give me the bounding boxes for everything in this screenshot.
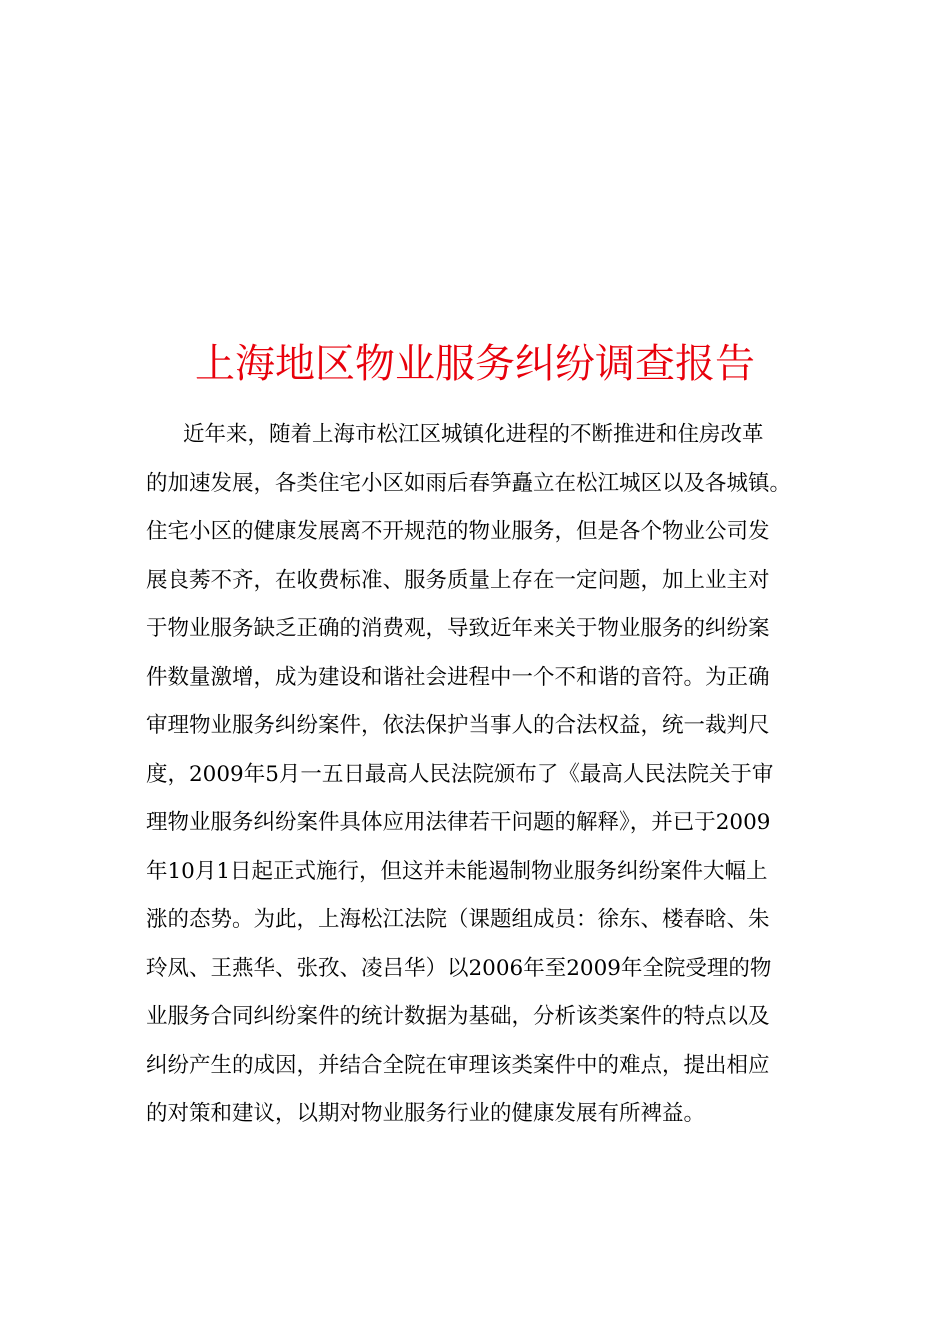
paragraph-line: 业服务合同纠纷案件的统计数据为基础，分析该类案件的特点以及 [146, 1004, 770, 1029]
paragraph-line: 理物业服务纠纷案件具体应用法律若干问题的解释》，并已于2009 [146, 810, 771, 835]
paragraph-line: 近年来，随着上海市松江区城镇化进程的不断推进和住房改革 [183, 422, 764, 447]
paragraph-line: 的对策和建议，以期对物业服务行业的健康发展有所裨益。 [146, 1101, 706, 1126]
document-title: 上海地区物业服务纠纷调查报告 [195, 341, 755, 387]
paragraph-line: 的加速发展，各类住宅小区如雨后春笋矗立在松江城区以及各城镇。 [146, 470, 792, 496]
paragraph-line: 度，2009年5月一五日最高人民法院颁布了《最高人民法院关于审 [146, 761, 774, 787]
paragraph-line: 展良莠不齐，在收费标准、服务质量上存在一定问题，加上业主对 [146, 567, 770, 593]
paragraph-line: 住宅小区的健康发展离不开规范的物业服务，但是各个物业公司发 [146, 519, 770, 544]
paragraph-line: 审理物业服务纠纷案件，依法保护当事人的合法权益，统一裁判尺 [146, 713, 770, 738]
paragraph-line: 玲凤、王燕华、张孜、凌吕华）以2006年至2009年全院受理的物 [146, 955, 772, 981]
paragraph-line: 涨的态势。为此，上海松江法院（课题组成员：徐东、楼春晗、朱 [146, 907, 770, 932]
paragraph-line: 年10月1日起正式施行，但这并未能遏制物业服务纠纷案件大幅上 [146, 858, 768, 884]
paragraph-line: 于物业服务缺乏正确的消费观，导致近年来关于物业服务的纠纷案 [146, 616, 770, 641]
paragraph-line: 件数量激增，成为建设和谐社会进程中一个不和谐的音符。为正确 [146, 664, 770, 690]
body-paragraph [146, 411, 806, 1139]
paragraph-line: 纠纷产生的成因，并结合全院在审理该类案件中的难点，提出相应 [146, 1052, 770, 1078]
